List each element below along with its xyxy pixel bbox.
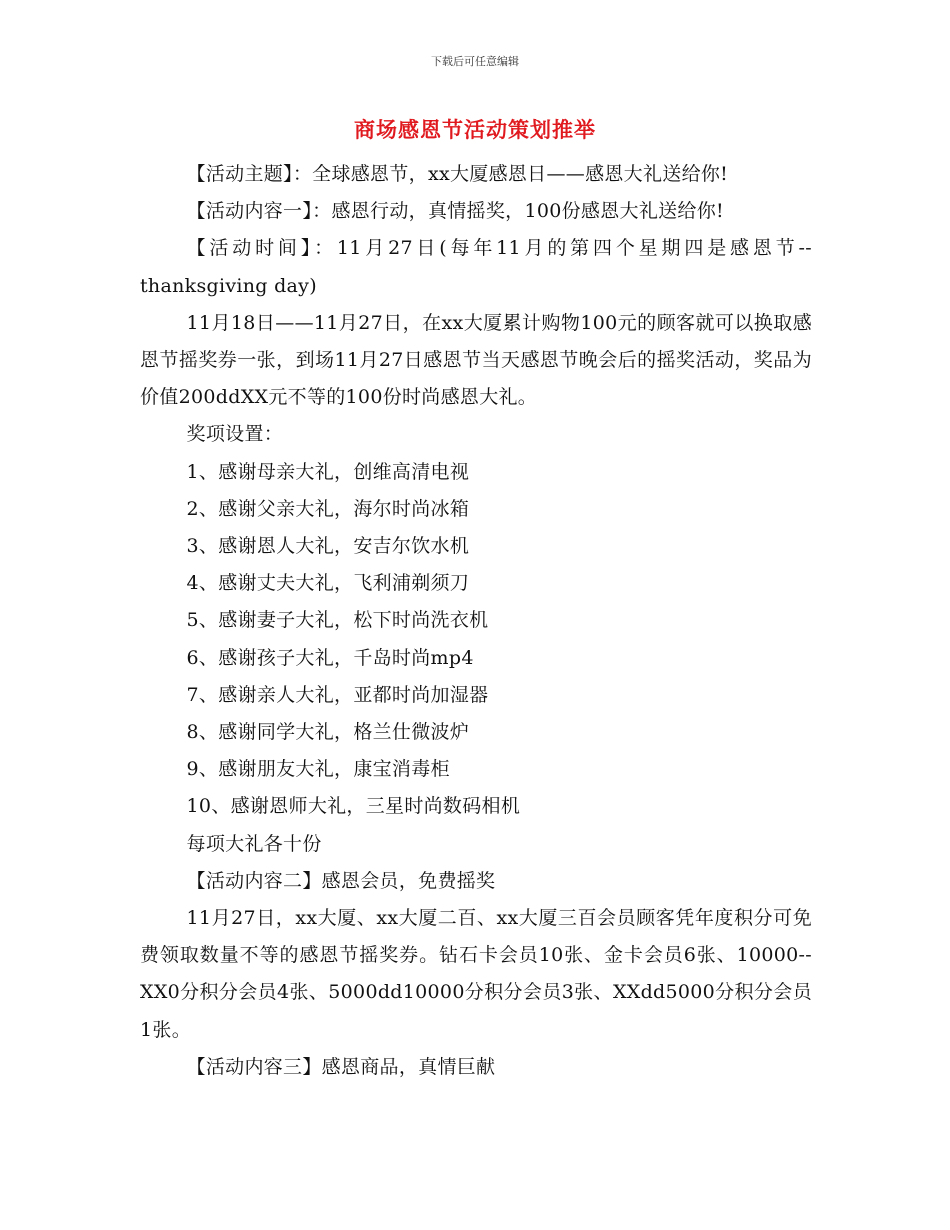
paragraph-prize-heading: 奖项设置： (186, 423, 284, 446)
prize-item-9: 9、感谢朋友大礼，康宝消毒柜 (186, 758, 450, 781)
document-title: 商场感恩节活动策划推举 (354, 118, 596, 142)
paragraph-prize-quantity: 每项大礼各十份 (186, 832, 322, 855)
paragraph-content-two: 【活动内容二】感恩会员，免费摇奖 (186, 869, 496, 892)
prize-item-6: 6、感谢孩子大礼，千岛时尚mp4 (186, 646, 474, 669)
prize-item-7: 7、感谢亲人大礼，亚都时尚加湿器 (186, 683, 489, 706)
document-body (140, 156, 812, 1086)
header-note: 下载后可任意编辑 (431, 55, 519, 68)
prize-item-10: 10、感谢恩师大礼，三星时尚数码相机 (186, 795, 521, 818)
prize-item-4: 4、感谢丈夫大礼，飞利浦剃须刀 (186, 572, 470, 595)
paragraph-time: 【活动时间】：11月27日(每年11月的第四个星期四是感恩节--thanksgiving day) (140, 237, 812, 297)
prize-item-8: 8、感谢同学大礼，格兰仕微波炉 (186, 721, 470, 744)
paragraph-theme: 【活动主题】：全球感恩节，xx大厦感恩日——感恩大礼送给你! (186, 163, 729, 185)
paragraph-content-one: 【活动内容一】：感恩行动，真情摇奖，100份感恩大礼送给你! (186, 200, 724, 223)
paragraph-member-details: 11月27日，xx大厦、xx大厦二百、xx大厦三百会员顾客凭年度积分可免费领取数量不等的感恩节摇奖券。钻石卡会员10张、金卡会员6张、10000--XX0分积分会员4张、5000dd10000分积分会员3张、XXdd5000分积分会员1张。 (140, 907, 812, 1041)
paragraph-description: 11月18日——11月27日，在xx大厦累计购物100元的顾客就可以换取感恩节摇奖券一张，到场11月27日感恩节当天感恩节晚会后的摇奖活动，奖品为价值200ddXX元不等的100份时尚感恩大礼。 (140, 311, 812, 409)
prize-item-5: 5、感谢妻子大礼，松下时尚洗衣机 (186, 609, 489, 632)
prize-item-3: 3、感谢恩人大礼，安吉尔饮水机 (186, 535, 470, 558)
paragraph-content-three: 【活动内容三】感恩商品，真情巨献 (186, 1055, 496, 1078)
prize-item-2: 2、感谢父亲大礼，海尔时尚冰箱 (186, 497, 470, 520)
prize-item-1: 1、感谢母亲大礼，创维高清电视 (186, 460, 470, 483)
